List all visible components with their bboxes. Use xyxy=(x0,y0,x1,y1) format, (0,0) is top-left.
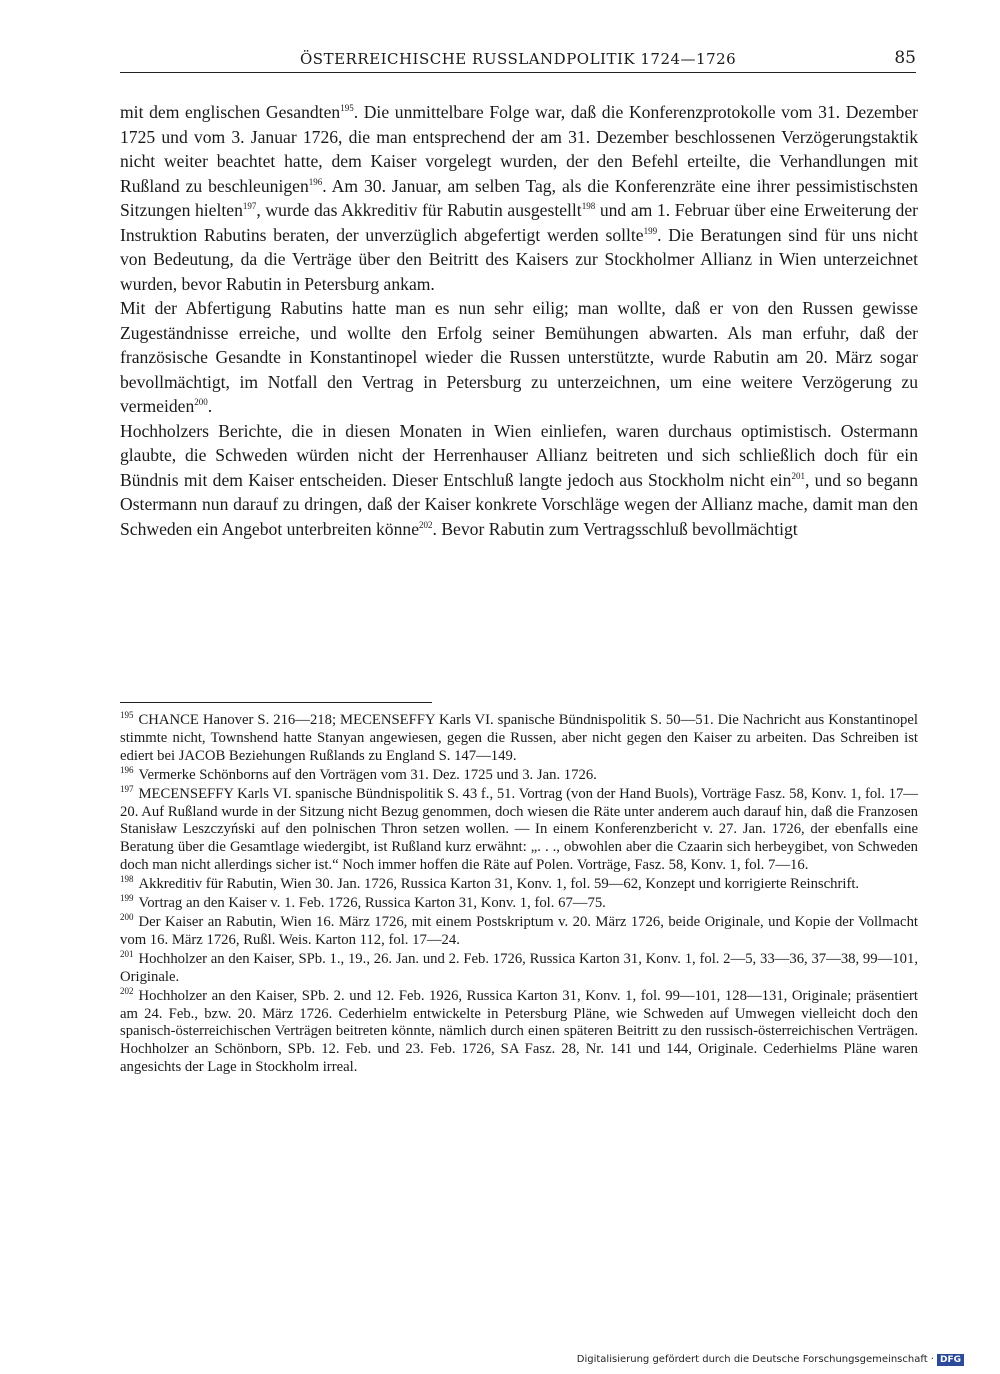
page-number: 85 xyxy=(894,48,916,68)
digitization-credit: Digitalisierung gefördert durch die Deutsche Forschungsgemeinschaft · DFG xyxy=(577,1354,964,1366)
footnote-divider xyxy=(120,702,432,703)
paragraph: Mit der Abfertigung Rabutins hatte man es nun sehr eilig; man wollte, daß er von den Russen gewisse Zugeständnisse erreiche, und wollte den Erfolg seiner Bemühungen abwarten. Als man erfuhr, daß der französische Gesandte in Konstantinopel wieder die Russen unterstützte, wurde Rabutin am 20. März sogar bevollmächtigt, im Notfall den Vertrag in Petersburg zu unterzeichnen, um eine weitere Verzögerung zu vermeiden$^{200}$. xyxy=(120,298,918,416)
running-header xyxy=(120,48,916,73)
footnote-ref: 201 xyxy=(791,470,805,481)
footnote: $^{202}$ Hochholzer an den Kaiser, SPb. 2. und 12. Feb. 1926, Russica Karton 31, Konv. 1, fol. 99—101, 128—131, Originale; präsentiert am 24. Feb., bzw. 20. März 1726. Cederhielm entwickelte in Petersburg Pläne, wie Schweden auf Umwegen vielleicht doch den spanisch-österreichischen Verträgen beitreten könnte, nämlich durch einen späteren Beitritt zu den russisch-österreichischen Verträgen. Hochholzer an Schönborn, SPb. 12. Feb. und 23. Feb. 1726, SA Fasz. 28, Nr. 141 und 144, Originale. Cederhielms Pläne waren angesichts der Lage in Stockholm irreal. xyxy=(120,985,918,1076)
main-text xyxy=(120,100,918,541)
paragraph: mit dem englischen Gesandten$^{195}$. Die unmittelbare Folge war, daß die Konferenzprotokolle vom 31. Dezember 1725 und vom 3. Januar 1726, die man entsprechend der am 31. Dezember beschlossenen Verzögerungstaktik nicht weiter beachtet hatte, dem Kaiser vorgelegt wurden, der den Befehl erteilte, die Verhandlungen mit Rußland zu beschleunigen$^{196}$. Am 30. Januar, am selben Tag, als die Konferenzräte eine ihrer pessimistischsten Sitzungen hielten$^{197}$, wurde das Akkreditiv für Rabutin ausgestellt$^{198}$ und am 1. Februar über eine Erweiterung der Instruktion Rabutins beraten, der unverzüglich abgefertigt werden sollte$^{199}$. Die Beratungen sind für uns nicht von Bedeutung, da die Verträge über den Beitritt des Kaisers zur Stockholmer Allianz in Wien unterzeichnet wurden, bevor Rabutin in Petersburg ankam. xyxy=(120,102,918,294)
footnote-ref: 200 xyxy=(194,397,208,408)
footnote-number: 202 xyxy=(120,985,134,996)
footnote-number: 196 xyxy=(120,764,134,775)
footnote: $^{200}$ Der Kaiser an Rabutin, Wien 16. März 1726, mit einem Postskriptum v. 20. März 1726, beide Originale, und Kopie der Vollmacht vom 16. März 1726, Rußl. Weis. Karton 112, fol. 17—24. xyxy=(120,912,918,948)
footnote-ref: 197 xyxy=(242,201,257,212)
footnote-ref: 199 xyxy=(643,225,658,236)
footnote-number: 195 xyxy=(120,710,134,721)
running-title: ÖSTERREICHISCHE RUSSLANDPOLITIK 1724—1726 xyxy=(300,50,737,68)
footnotes xyxy=(120,712,918,1078)
footnote-number: 199 xyxy=(120,893,134,904)
footnote-ref: 202 xyxy=(419,519,433,530)
footnote: $^{196}$ Vermerke Schönborns auf den Vorträgen vom 31. Dez. 1725 und 3. Jan. 1726. xyxy=(120,764,597,783)
dfg-logo: DFG xyxy=(937,1354,964,1366)
footnote: $^{197}$ MECENSEFFY Karls VI. spanische Bündnispolitik S. 43 f., 51. Vortrag (von der Hand Buols), Vorträge Fasz. 58, Konv. 1, fol. 17—20. Auf Rußland wurde in der Sitzung nicht Bezug genommen, doch wiesen die Räte unter anderem auch darauf hin, daß die Franzosen Stanisław Leszczyński auf den polnischen Thron setzen wollen. — In einem Konferenzbericht v. 27. Jan. 1726, der ebenfalls eine Beratung über die Gesamtlage wiedergibt, ist Rußland kurz erwähnt: „. . ., obwohlen aber die Czaarin sich herbeygibet, von Schweden doch man nicht allerdings sicher ist.“ Noch immer hoffen die Räte auf Polen. Vorträge, Fasz. 58, Konv. 1, fol. 7—16. xyxy=(120,783,918,874)
footnote-ref: 198 xyxy=(581,201,596,212)
footnote: $^{198}$ Akkreditiv für Rabutin, Wien 30. Jan. 1726, Russica Karton 31, Konv. 1, fol. 59—62, Konzept und korrigierte Reinschrift. xyxy=(120,874,860,893)
footnote: $^{195}$ CHANCE Hanover S. 216—218; MECENSEFFY Karls VI. spanische Bündnispolitik S. 50—51. Die Nachricht aus Konstantinopel stimmte nicht, Townshend hatte Stanyan angewiesen, gegen die Russen, aber nicht gegen den Kaiser zu arbeiten. Das Schreiben ist ediert bei JACOB Beziehungen Rußlands zu England S. 147—149. xyxy=(120,710,918,764)
footnote-number: 198 xyxy=(120,874,134,885)
paragraph: Hochholzers Berichte, die in diesen Monaten in Wien einliefen, waren durchaus optimistisch. Ostermann glaubte, die Schweden würden nicht der Herrenhauser Allianz beitreten und sich schließlich doch für ein Bündnis mit dem Kaiser entscheiden. Dieser Entschluß langte jedoch aus Stockholm nicht ein$^{201}$, und so begann Ostermann nun darauf zu dringen, daß der Kaiser konkrete Vorschläge wegen der Allianz mache, damit man den Schweden ein Angebot unterbreiten könne$^{202}$. Bevor Rabutin zum Vertragsschluß bevollmächtigt xyxy=(120,420,918,539)
footnote-number: 201 xyxy=(120,948,134,959)
footnote-ref: 196 xyxy=(308,176,323,187)
footnote-number: 197 xyxy=(120,783,134,794)
footnote: $^{201}$ Hochholzer an den Kaiser, SPb. 1., 19., 26. Jan. und 2. Feb. 1726, Russica Karton 31, Konv. 1, fol. 2—5, 33—36, 37—38, 99—101, Originale. xyxy=(120,948,918,985)
footnote-number: 200 xyxy=(120,912,134,923)
footnote-ref: 195 xyxy=(340,103,354,114)
footnote: $^{199}$ Vortrag an den Kaiser v. 1. Feb. 1726, Russica Karton 31, Konv. 1, fol. 67—75. xyxy=(120,893,606,912)
